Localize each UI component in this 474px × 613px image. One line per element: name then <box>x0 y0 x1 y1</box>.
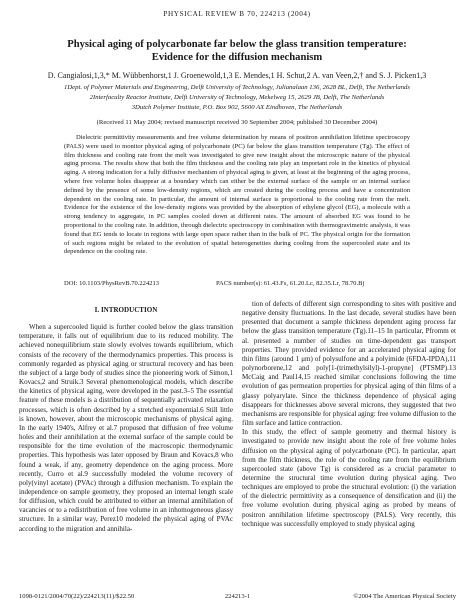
right-column <box>242 300 456 529</box>
abstract: Dielectric permittivity measurements and free volume determination by means of positron annihilation lifetime spectroscopy (PALS) were used to monitor physical aging of polycarbonate (PC) far below the glass transition temperature (Tg). The effect of film thickness and cooling rate from the melt was investigated to give new insight about the microscopic nature of the physical aging process. The results show that both the film thickness and the cooling rate play an important role in the kinetics of physical aging. A strong indication for a fully diffusive mechanism of physical aging is given, at least at the beginning of the aging process, where free volume holes disappear at a boundary which can either be the external surface of the sample or an internal surface defined by the presence of some low-density regions, which are created during the cooling process and have a concentration dependent on the cooling rate. In particular, the amount of internal surface is proportional to the cooling rate from the melt. Evidence for the existence of the low-density regions was provided by the absorption of ethylene glycol (EG), a molecule with a strong tendency to aggregate, in PC samples cooled down at different rates. The amount of absorbed EG was found to be proportional to the cooling rate. In addition, through dielectric spectroscopy in combination with thermogravimetric analysis, it was found that EG tends to locate in regions with large open space rather than in the bulk of PC. The physical origin for the formation of such regions might be related to the evolution of spatial heterogeneities during cooling from the supercooled state and its dependence on the cooling rate. <box>64 134 410 256</box>
title-line-1: Physical aging of polycarbonate far below the glass transition temperature: <box>67 39 407 50</box>
intro-paragraph-continued: tion of defects of different sign corresponding to sites with positive and negative density fluctuations. In the last decade, several studies have been presented that document a sample thickness dependent aging process far below the glass transition temperature (Tg).11–15 In particular, Pfromm et al. presented a number of studies on time-dependent gas transport properties. They provided evidence for an accelerated physical aging for thin films (around 1 μm) of polysulfone and a polyimide (6FDA-IPDA),11 polynorborene,12 and poly[1-(trimethylsilyl)-1-propyne] (PTSMP).13 McCaig and Paul14,15 reached similar conclusions following the time evolution of gas permeation properties for physical aging of thin films of a glassy polyarylate. Since the thickness dependence of physical aging disappears for thicknesses above several microns, they suggested that two mechanisms are responsible for physical aging: free volume diffusion to the film surface and lattice contraction. In this study, the effect of sample geometry and thermal history is investigated to provide new insight about the role of free volume holes diffusion on the physical aging of polycarbonate (PC). In particular, apart from the film thickness, the role of the cooling rate from the equilibrium supercooled state (above Tg) is considered as a crucial parameter to determine the structural time evolution during physical aging. Two techniques are employed to probe the structural evolution: (i) the variation of the dielectric permittivity as a consequence of densification and (ii) the free volume evolution during physical aging as probed by means of positron annihilation lifetime spectroscopy (PALS). Very recently, this technique was successfully employed to study physical aging <box>242 300 456 528</box>
affiliation-3: 3Dutch Polymer Institute, P.O. Box 902, 5600 AX Eindhoven, The Netherlands <box>131 104 343 111</box>
footer-copyright: ©2004 The American Physical Society <box>353 593 456 600</box>
author-list: D. Cangialosi,1,3,* M. Wübbenhorst,1 J. Groenewold,1,3 E. Mendes,1 H. Schut,2 A. van Veen,2,† and S. J. Picken1,3 <box>47 71 427 80</box>
left-column <box>19 300 233 534</box>
title-line-2: Evidence for the diffusion mechanism <box>151 52 323 63</box>
footer-issn: 1098-0121/2004/70(22)/224213(11)/$22.50 <box>19 593 135 600</box>
section-heading: I. INTRODUCTION <box>94 306 158 314</box>
doi-link[interactable]: DOI: 10.1103/PhysRevB.70.224213 <box>64 280 160 287</box>
paper-title <box>40 38 434 64</box>
publication-metadata <box>64 279 410 289</box>
received-dates: (Received 11 May 2004; revised manuscript received 30 September 2004; published 30 December 2004) <box>96 119 378 126</box>
page-footer <box>19 592 456 602</box>
intro-paragraph-1: When a supercooled liquid is further cooled below the glass transition temperature, it falls out of equilibrium due to its reduced mobility. The achieved nonequilibrium state slowly evolves towards equilibrium, which consists of the recovery of the thermodynamics properties. This process is commonly regarded as physical aging or structural recovery and has been the subject of a large body of studies since the pioneering work of Simon,1 Kovacs,2 and Struik.3 Several phenomenological models, which describe the kinetics of physical aging, were developed in the past.3–5 The essential feature of these models is a distribution of sequentially activated relaxation processes, which is often described by a stretched exponential.6 Still little is known, however, about the microscopic mechanisms of physical aging. In the early 1940's, Alfrey et al.7 proposed that diffusion of free volume holes and their annihilation at the external surface of the sample could be responsible for the time evolution of the macroscopic thermodynamic properties. This hypothesis was later opposed by Braun and Kovacs,8 who found a weak, if any, geometry dependence on the aging process. More recently, Curro et al.9 successfully modeled the volume recovery of poly(vinyl acetate) (PVAc) through a diffusion mechanism. To explain the independence on sample geometry, they proposed an internal length scale for diffusion, which could be attributed to either an internal annihilation of vacancies or to a redistribution of free volume in an inhomogeneous glassy structure. In a similar way, Perez10 modeled the physical aging of PVAc according to the migration and annihila- <box>19 323 233 533</box>
running-head: PHYSICAL REVIEW B 70, 224213 (2004) <box>163 10 311 18</box>
affiliation-1: 1Dept. of Polymer Materials and Engineering, Delft University of Technology, Julianalaan 136, 2628 BL, Delft, The Netherlands <box>64 84 410 91</box>
page-number: 224213-1 <box>224 593 251 600</box>
affiliation-2: 2Interfaculty Reactor Institute, Delft University of Technology, Mekelweg 15, 2629 JB, Delft, The Netherlands <box>89 94 385 101</box>
pacs-numbers: PACS number(s): 61.43.Fs, 61.20.Lc, 82.35.Lr, 78.70.Bj <box>216 280 365 287</box>
